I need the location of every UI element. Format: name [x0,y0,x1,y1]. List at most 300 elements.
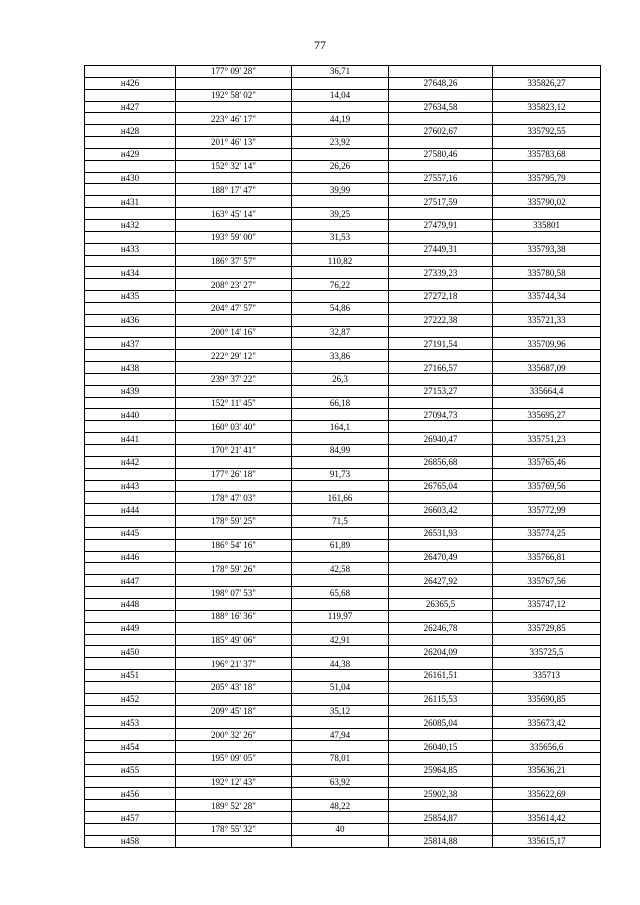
cell-point-name [85,563,176,575]
cell-direction-angle: 196° 21' 37" [176,658,292,670]
cell-coord-x [389,445,493,457]
cell-point-name [85,231,176,243]
table-row-point [85,812,601,824]
cell-distance [292,172,389,184]
cell-coord-y: 335766,81 [493,551,601,563]
cell-coord-x: 27648,26 [389,77,493,89]
cell-coord-x: 26365,5 [389,598,493,610]
cell-coord-y [493,326,601,338]
cell-distance [292,385,389,397]
cell-point-name: н446 [85,551,176,563]
cell-coord-y: 335823,12 [493,101,601,113]
cell-coord-x: 27153,27 [389,385,493,397]
cell-coord-y: 335795,79 [493,172,601,184]
cell-coord-y [493,705,601,717]
cell-coord-y [493,729,601,741]
cell-coord-y [493,445,601,457]
cell-point-name: н433 [85,243,176,255]
cell-coord-x: 26856,68 [389,456,493,468]
cell-point-name [85,160,176,172]
table-row-point [85,764,601,776]
cell-coord-y [493,373,601,385]
cell-point-name: н435 [85,291,176,303]
cell-distance [292,480,389,492]
cell-distance [292,267,389,279]
cell-direction-angle [176,693,292,705]
cell-coord-x [389,208,493,220]
table-row-segment [85,587,601,599]
cell-point-name: н436 [85,314,176,326]
cell-coord-y: 335801 [493,219,601,231]
cell-point-name: н440 [85,409,176,421]
cell-distance: 54,86 [292,302,389,314]
cell-coord-x: 25854,87 [389,812,493,824]
cell-point-name: н443 [85,480,176,492]
table-row-segment [85,326,601,338]
cell-direction-angle [176,125,292,137]
table-row-point [85,338,601,350]
table-row-segment [85,729,601,741]
table-row-segment [85,516,601,528]
cell-coord-x [389,137,493,149]
table-row-segment [85,634,601,646]
table-row-segment [85,137,601,149]
cell-distance: 39,25 [292,208,389,220]
cell-distance: 71,5 [292,516,389,528]
cell-coord-x: 26204,09 [389,646,493,658]
table-row-segment [85,421,601,433]
cell-point-name [85,776,176,788]
coordinates-table [84,65,601,848]
cell-coord-x: 27222,38 [389,314,493,326]
cell-point-name: н450 [85,646,176,658]
cell-coord-x: 26940,47 [389,433,493,445]
cell-coord-x [389,89,493,101]
cell-direction-angle [176,741,292,753]
cell-direction-angle: 201° 46' 13" [176,137,292,149]
cell-distance [292,504,389,516]
cell-direction-angle [176,243,292,255]
cell-direction-angle [176,314,292,326]
cell-distance [292,527,389,539]
cell-distance: 26,26 [292,160,389,172]
table-row-point [85,243,601,255]
table-row-point [85,835,601,847]
cell-point-name [85,658,176,670]
cell-direction-angle: 223° 46' 17" [176,113,292,125]
cell-distance [292,788,389,800]
cell-coord-y [493,658,601,670]
cell-direction-angle [176,362,292,374]
cell-coord-y: 335783,68 [493,148,601,160]
table-row-segment [85,89,601,101]
table-row-segment [85,539,601,551]
cell-coord-x: 27580,46 [389,148,493,160]
cell-coord-x [389,563,493,575]
table-row-segment [85,66,601,78]
cell-direction-angle [176,196,292,208]
cell-coord-x: 26531,93 [389,527,493,539]
table-row-point [85,433,601,445]
cell-direction-angle: 192° 58' 02" [176,89,292,101]
cell-point-name: н444 [85,504,176,516]
cell-coord-y: 335656,6 [493,741,601,753]
cell-direction-angle [176,101,292,113]
cell-direction-angle: 209° 45' 18" [176,705,292,717]
cell-point-name: н437 [85,338,176,350]
cell-coord-x: 27479,91 [389,219,493,231]
cell-coord-y: 335744,34 [493,291,601,303]
cell-distance [292,835,389,847]
cell-direction-angle: 170° 21' 41" [176,445,292,457]
cell-distance: 44,19 [292,113,389,125]
cell-distance: 63,92 [292,776,389,788]
cell-coord-y: 335664,4 [493,385,601,397]
table-row-segment [85,350,601,362]
cell-coord-x [389,350,493,362]
cell-direction-angle: 208° 23' 27" [176,279,292,291]
cell-point-name: н431 [85,196,176,208]
cell-direction-angle [176,385,292,397]
cell-coord-y [493,279,601,291]
table-row-point [85,196,601,208]
table-row-point [85,622,601,634]
cell-direction-angle: 188° 17' 47" [176,184,292,196]
cell-coord-y: 335709,96 [493,338,601,350]
cell-coord-y: 335729,85 [493,622,601,634]
cell-point-name [85,302,176,314]
cell-distance [292,338,389,350]
cell-distance: 26,3 [292,373,389,385]
cell-coord-x: 26427,92 [389,575,493,587]
cell-point-name: н454 [85,741,176,753]
cell-direction-angle: 195° 09' 05" [176,752,292,764]
cell-distance: 47,94 [292,729,389,741]
table-row-segment [85,231,601,243]
cell-direction-angle [176,219,292,231]
cell-point-name [85,824,176,836]
cell-direction-angle [176,77,292,89]
cell-direction-angle: 193° 59' 00" [176,231,292,243]
cell-distance: 42,91 [292,634,389,646]
cell-coord-x [389,705,493,717]
cell-direction-angle [176,598,292,610]
table-row-point [85,409,601,421]
cell-direction-angle: 177° 26' 18" [176,468,292,480]
cell-distance: 36,71 [292,66,389,78]
cell-coord-y: 335769,56 [493,480,601,492]
cell-point-name: н430 [85,172,176,184]
cell-direction-angle [176,835,292,847]
cell-coord-x [389,184,493,196]
table-row-point [85,77,601,89]
cell-direction-angle [176,646,292,658]
cell-coord-y [493,539,601,551]
cell-direction-angle [176,433,292,445]
cell-direction-angle: 177° 09' 28" [176,66,292,78]
table-row-segment [85,397,601,409]
cell-coord-y: 335615,17 [493,835,601,847]
cell-distance: 33,86 [292,350,389,362]
cell-coord-x [389,516,493,528]
cell-distance: 61,89 [292,539,389,551]
cell-direction-angle [176,456,292,468]
cell-coord-y [493,492,601,504]
cell-point-name: н426 [85,77,176,89]
coordinates-table-body [85,66,601,848]
cell-coord-y [493,824,601,836]
cell-distance: 110,82 [292,255,389,267]
cell-coord-y [493,208,601,220]
cell-coord-y: 335747,12 [493,598,601,610]
cell-coord-y: 335772,99 [493,504,601,516]
cell-distance: 76,22 [292,279,389,291]
cell-distance [292,77,389,89]
cell-coord-y [493,800,601,812]
cell-distance: 65,68 [292,587,389,599]
cell-coord-y [493,587,601,599]
cell-direction-angle: 178° 55' 32" [176,824,292,836]
cell-direction-angle [176,670,292,682]
table-row-point [85,575,601,587]
cell-coord-x [389,302,493,314]
table-row-point [85,362,601,374]
cell-coord-x [389,729,493,741]
cell-coord-x [389,539,493,551]
table-row-point [85,101,601,113]
cell-coord-x: 27272,18 [389,291,493,303]
table-row-point [85,598,601,610]
cell-point-name [85,752,176,764]
table-row-segment [85,445,601,457]
cell-point-name [85,255,176,267]
cell-coord-x: 27602,67 [389,125,493,137]
cell-point-name: н434 [85,267,176,279]
table-row-point [85,527,601,539]
cell-distance [292,219,389,231]
cell-point-name [85,208,176,220]
cell-distance [292,314,389,326]
cell-point-name [85,421,176,433]
cell-direction-angle: 152° 11' 45" [176,397,292,409]
cell-point-name [85,729,176,741]
cell-coord-x: 25964,85 [389,764,493,776]
cell-coord-x: 26246,78 [389,622,493,634]
table-row-point [85,741,601,753]
table-row-segment [85,824,601,836]
cell-direction-angle [176,551,292,563]
cell-coord-y [493,184,601,196]
cell-point-name [85,184,176,196]
cell-coord-y [493,634,601,646]
table-row-segment [85,705,601,717]
cell-distance [292,741,389,753]
cell-coord-x: 26040,15 [389,741,493,753]
cell-coord-y: 335751,23 [493,433,601,445]
cell-distance [292,670,389,682]
cell-distance [292,693,389,705]
cell-coord-x: 27191,54 [389,338,493,350]
cell-coord-x [389,468,493,480]
cell-point-name: н429 [85,148,176,160]
table-row-segment [85,752,601,764]
cell-coord-y: 335614,42 [493,812,601,824]
cell-distance [292,551,389,563]
cell-coord-x [389,610,493,622]
table-row-point [85,551,601,563]
cell-direction-angle: 178° 47' 03" [176,492,292,504]
cell-distance: 44,38 [292,658,389,670]
cell-point-name [85,634,176,646]
cell-direction-angle: 204° 47' 57" [176,302,292,314]
cell-coord-y [493,160,601,172]
cell-point-name [85,445,176,457]
cell-direction-angle [176,812,292,824]
table-row-segment [85,113,601,125]
cell-coord-y: 335690,85 [493,693,601,705]
cell-coord-x [389,326,493,338]
cell-direction-angle: 200° 32' 26" [176,729,292,741]
cell-coord-x [389,421,493,433]
cell-distance [292,433,389,445]
table-row-segment [85,776,601,788]
cell-direction-angle: 192° 12' 43" [176,776,292,788]
cell-coord-y: 335792,55 [493,125,601,137]
cell-distance [292,717,389,729]
table-row-point [85,219,601,231]
cell-point-name [85,397,176,409]
cell-distance [292,646,389,658]
cell-coord-x [389,397,493,409]
cell-coord-x: 26603,42 [389,504,493,516]
cell-coord-x [389,160,493,172]
cell-coord-y [493,113,601,125]
cell-distance: 35,12 [292,705,389,717]
cell-coord-x [389,776,493,788]
cell-coord-x [389,66,493,78]
cell-coord-x: 26765,04 [389,480,493,492]
cell-point-name [85,137,176,149]
cell-point-name: н458 [85,835,176,847]
cell-direction-angle [176,527,292,539]
cell-coord-x: 27517,59 [389,196,493,208]
cell-direction-angle: 160° 03' 40" [176,421,292,433]
cell-distance: 66,18 [292,397,389,409]
cell-point-name: н452 [85,693,176,705]
cell-coord-x [389,231,493,243]
cell-coord-x: 26115,53 [389,693,493,705]
cell-coord-y [493,610,601,622]
cell-coord-x [389,587,493,599]
cell-distance [292,148,389,160]
cell-direction-angle [176,148,292,160]
cell-distance [292,764,389,776]
cell-point-name [85,468,176,480]
cell-coord-x: 27557,16 [389,172,493,184]
cell-coord-x: 25814,88 [389,835,493,847]
cell-direction-angle [176,788,292,800]
cell-direction-angle: 186° 37' 57" [176,255,292,267]
cell-coord-y [493,397,601,409]
cell-coord-y: 335622,69 [493,788,601,800]
cell-direction-angle: 222° 29' 12" [176,350,292,362]
cell-point-name: н432 [85,219,176,231]
cell-coord-y [493,468,601,480]
cell-coord-y: 335826,27 [493,77,601,89]
cell-direction-angle [176,480,292,492]
cell-coord-x: 27634,58 [389,101,493,113]
table-row-point [85,788,601,800]
cell-coord-x [389,824,493,836]
cell-direction-angle: 189° 52' 28" [176,800,292,812]
cell-point-name: н428 [85,125,176,137]
cell-coord-x [389,800,493,812]
cell-point-name: н453 [85,717,176,729]
cell-direction-angle: 186° 54' 16" [176,539,292,551]
cell-coord-y [493,752,601,764]
table-row-point [85,314,601,326]
cell-coord-y: 335780,58 [493,267,601,279]
cell-point-name [85,279,176,291]
table-row-point [85,670,601,682]
cell-point-name [85,373,176,385]
cell-point-name [85,492,176,504]
cell-point-name: н445 [85,527,176,539]
cell-coord-y [493,302,601,314]
cell-distance [292,575,389,587]
cell-coord-x: 26470,49 [389,551,493,563]
cell-point-name [85,113,176,125]
cell-direction-angle: 178° 59' 25" [176,516,292,528]
cell-distance: 23,92 [292,137,389,149]
cell-direction-angle [176,504,292,516]
table-row-point [85,456,601,468]
cell-coord-y [493,776,601,788]
cell-point-name: н441 [85,433,176,445]
cell-coord-x: 26161,51 [389,670,493,682]
cell-direction-angle [176,717,292,729]
cell-coord-y: 335765,46 [493,456,601,468]
table-row-point [85,480,601,492]
cell-point-name: н456 [85,788,176,800]
cell-distance: 119,97 [292,610,389,622]
table-row-point [85,693,601,705]
cell-coord-x [389,113,493,125]
cell-point-name: н449 [85,622,176,634]
cell-point-name [85,705,176,717]
cell-coord-y: 335721,33 [493,314,601,326]
cell-coord-y [493,563,601,575]
table-row-point [85,646,601,658]
cell-distance: 78,01 [292,752,389,764]
cell-direction-angle [176,764,292,776]
cell-coord-x: 27094,73 [389,409,493,421]
cell-distance: 91,73 [292,468,389,480]
cell-coord-y: 335793,38 [493,243,601,255]
cell-point-name: н448 [85,598,176,610]
cell-direction-angle [176,291,292,303]
cell-point-name [85,66,176,78]
cell-coord-y: 335725,5 [493,646,601,658]
cell-coord-y: 335687,09 [493,362,601,374]
table-row-point [85,172,601,184]
table-row-segment [85,563,601,575]
cell-coord-x: 27449,31 [389,243,493,255]
table-row-point [85,267,601,279]
cell-coord-x: 27339,23 [389,267,493,279]
cell-distance [292,196,389,208]
cell-distance [292,622,389,634]
